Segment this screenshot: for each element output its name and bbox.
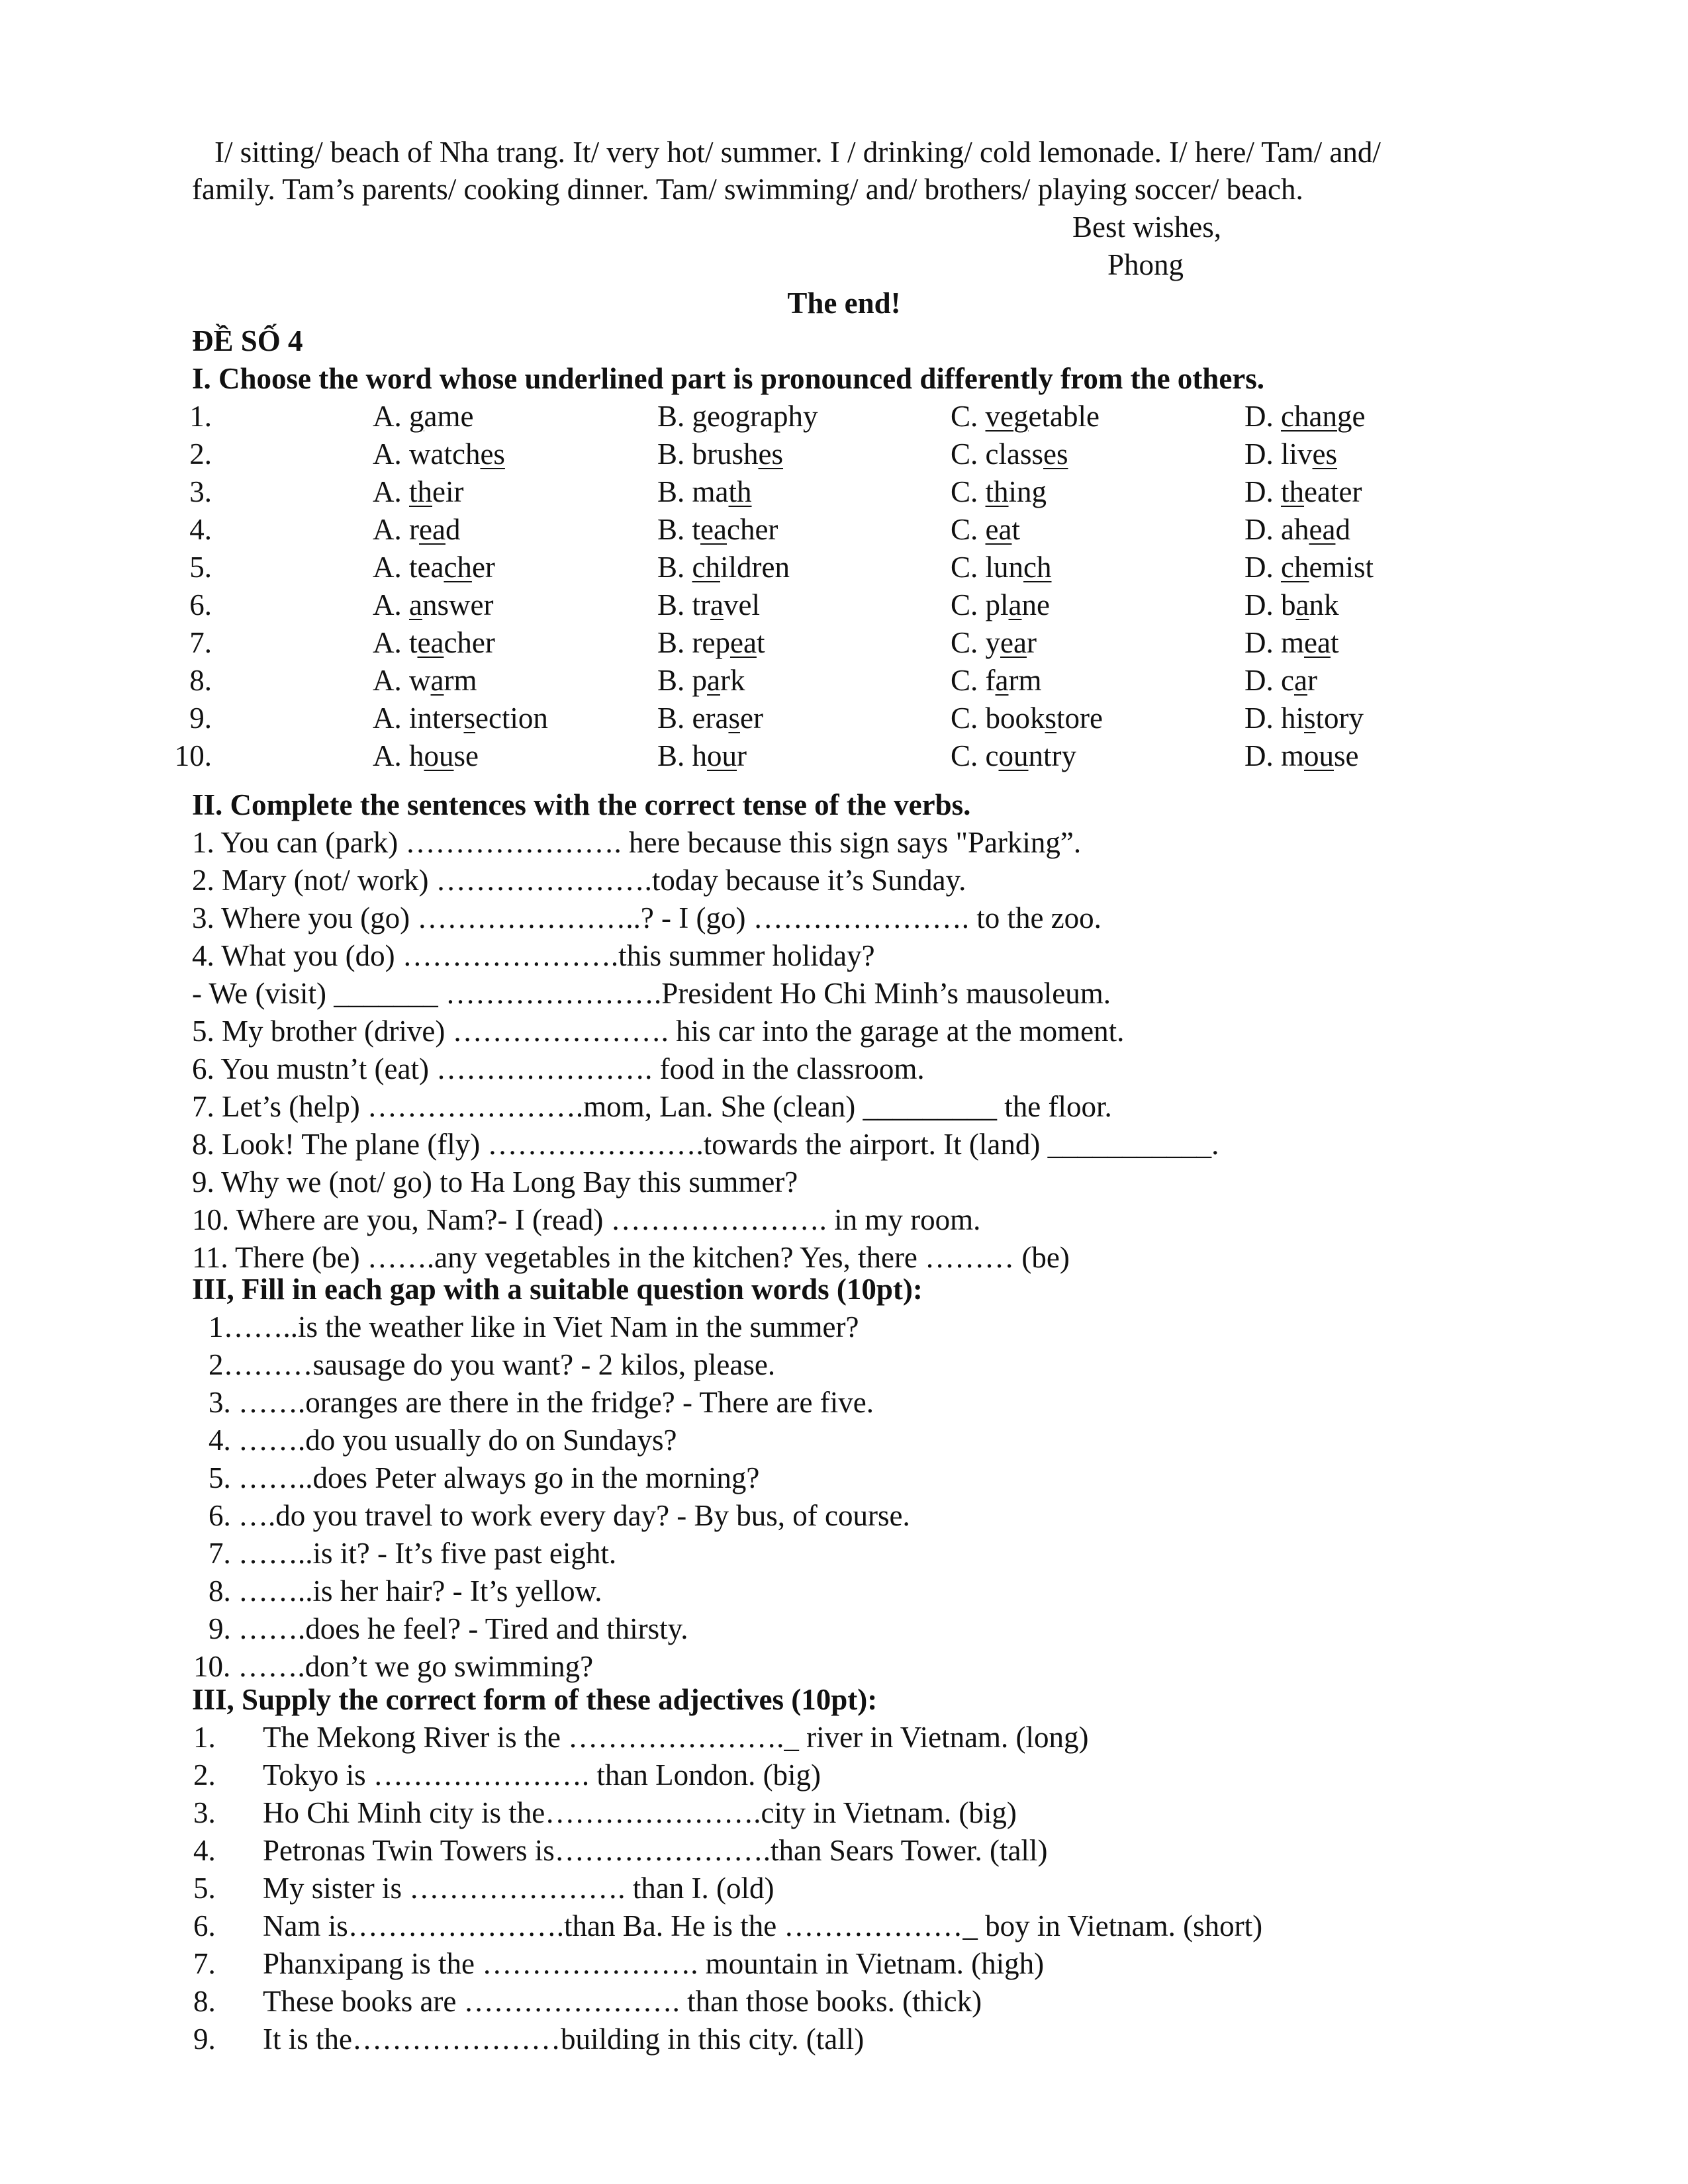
underlined-part: ea bbox=[700, 513, 727, 546]
item-number: 3. bbox=[193, 1796, 216, 1829]
answer-option: A. their bbox=[373, 475, 464, 508]
answer-option: D. car bbox=[1244, 664, 1317, 697]
item-number: 3. bbox=[189, 475, 212, 508]
underlined-part: ch bbox=[444, 551, 472, 584]
underlined-part: a bbox=[995, 664, 1009, 697]
underlined-part: ou bbox=[1304, 739, 1334, 772]
item-number: 10. bbox=[174, 739, 212, 772]
end-label: The end! bbox=[787, 287, 901, 320]
item-text: Tokyo is …………………. than London. (big) bbox=[263, 1758, 821, 1792]
section2-heading: II. Complete the sentences with the correct tense of the verbs. bbox=[192, 788, 971, 821]
item-number: 2. bbox=[193, 1758, 216, 1792]
item-number: 4. bbox=[189, 513, 212, 546]
answer-option: C. country bbox=[951, 739, 1076, 772]
answer-option: B. hour bbox=[657, 739, 747, 772]
answer-option: B. park bbox=[657, 664, 745, 697]
underlined-part: ea bbox=[1000, 626, 1027, 659]
answer-option: D. mouse bbox=[1244, 739, 1359, 772]
underlined-part: es bbox=[1312, 437, 1338, 471]
section3-heading: III, Fill in each gap with a suitable question words (10pt): bbox=[192, 1273, 923, 1306]
answer-option: A. watches bbox=[373, 437, 505, 471]
item-number: 9. bbox=[189, 702, 212, 735]
underlined-part: ou bbox=[424, 739, 454, 772]
item-number: 4. bbox=[193, 1834, 216, 1867]
underlined-part: a bbox=[707, 664, 720, 697]
underlined-part: th bbox=[985, 475, 1009, 508]
exercise-sentence: 2. Mary (not/ work) ………………….today because it’s Sunday. bbox=[192, 864, 966, 897]
underlined-part: ch bbox=[1281, 551, 1309, 584]
underlined-part: a bbox=[409, 588, 422, 621]
item-number: 5. bbox=[193, 1872, 216, 1905]
item-text: These books are …………………. than those books. (thick) bbox=[263, 1985, 982, 2018]
underlined-part: a bbox=[1295, 588, 1309, 621]
answer-option: A. game bbox=[373, 400, 474, 433]
underlined-part: g bbox=[409, 400, 424, 433]
item-text: The Mekong River is the …………………._ river in Vietnam. (long) bbox=[263, 1721, 1089, 1754]
answer-option: B. travel bbox=[657, 588, 760, 621]
answer-option: A. answer bbox=[373, 588, 494, 621]
underlined-part: s bbox=[463, 702, 475, 735]
item-number: 9. bbox=[193, 2023, 216, 2056]
letter-signature: Phong bbox=[1107, 248, 1184, 281]
underlined-part: th bbox=[1281, 475, 1305, 508]
underlined-part: ea bbox=[1309, 513, 1336, 546]
answer-option: D. theater bbox=[1244, 475, 1362, 508]
exercise-sentence: 10. Where are you, Nam?- I (read) …………………. in my room. bbox=[192, 1203, 981, 1236]
exercise-sentence: 1……..is the weather like in Viet Nam in the summer? bbox=[209, 1310, 859, 1343]
exercise-sentence: 7. ……..is it? - It’s five past eight. bbox=[209, 1537, 617, 1570]
underlined-part: s bbox=[728, 702, 740, 735]
answer-option: B. children bbox=[657, 551, 790, 584]
item-text: Ho Chi Minh city is the………………….city in Vietnam. (big) bbox=[263, 1796, 1017, 1829]
exercise-sentence: 8. ……..is her hair? - It’s yellow. bbox=[209, 1574, 602, 1608]
item-text: My sister is …………………. than I. (old) bbox=[263, 1872, 774, 1905]
item-number: 1. bbox=[189, 400, 212, 433]
underlined-part: a bbox=[430, 664, 444, 697]
test-title: ĐỀ SỐ 4 bbox=[192, 324, 303, 357]
answer-option: D. chemist bbox=[1244, 551, 1374, 584]
answer-option: C. eat bbox=[951, 513, 1020, 546]
answer-option: C. lunch bbox=[951, 551, 1052, 584]
answer-option: D. lives bbox=[1244, 437, 1338, 471]
answer-option: A. house bbox=[373, 739, 479, 772]
exercise-sentence: 4. …….do you usually do on Sundays? bbox=[209, 1424, 677, 1457]
underlined-part: ch bbox=[692, 551, 720, 584]
item-number: 6. bbox=[193, 1909, 216, 1942]
underlined-part: ea bbox=[985, 513, 1012, 546]
answer-option: C. plane bbox=[951, 588, 1050, 621]
underlined-part: ou bbox=[998, 739, 1029, 772]
answer-option: D. meat bbox=[1244, 626, 1339, 659]
underlined-part: a bbox=[1293, 664, 1307, 697]
answer-option: B. teacher bbox=[657, 513, 778, 546]
exercise-sentence: 6. You mustn’t (eat) …………………. food in the classroom. bbox=[192, 1052, 925, 1085]
underlined-part: ea bbox=[418, 513, 445, 546]
item-text: Phanxipang is the …………………. mountain in Vietnam. (high) bbox=[263, 1947, 1045, 1980]
item-number: 7. bbox=[189, 626, 212, 659]
exercise-sentence: 11. There (be) …….any vegetables in the kitchen? Yes, there ……… (be) bbox=[192, 1241, 1070, 1274]
underlined-part: veg bbox=[985, 400, 1029, 433]
item-number: 2. bbox=[189, 437, 212, 471]
item-number: 8. bbox=[189, 664, 212, 697]
answer-option: D. bank bbox=[1244, 588, 1339, 621]
underlined-part: ou bbox=[707, 739, 737, 772]
item-number: 1. bbox=[193, 1721, 216, 1754]
answer-option: B. math bbox=[657, 475, 752, 508]
underlined-part: ea bbox=[1304, 626, 1331, 659]
underlined-part: ch bbox=[1023, 551, 1052, 584]
answer-option: C. farm bbox=[951, 664, 1042, 697]
answer-option: B. eraser bbox=[657, 702, 763, 735]
exercise-sentence: 3. Where you (go) …………………..? - I (go) …………………. to the zoo. bbox=[192, 901, 1102, 934]
answer-option: B. brushes bbox=[657, 437, 784, 471]
underlined-part: a bbox=[1008, 588, 1022, 621]
underlined-part: s bbox=[1304, 702, 1316, 735]
answer-option: A. teacher bbox=[373, 626, 495, 659]
answer-option: A. teacher bbox=[373, 551, 495, 584]
item-text: It is the…………………building in this city. (tall) bbox=[263, 2023, 865, 2056]
item-text: Nam is………………….than Ba. He is the ………………_ boy in Vietnam. (short) bbox=[263, 1909, 1263, 1942]
letter-line-1: I/ sitting/ beach of Nha trang. It/ very hot/ summer. I / drinking/ cold lemonade. I/ here/ Tam/ and/ bbox=[214, 136, 1381, 169]
answer-option: C. thing bbox=[951, 475, 1047, 508]
exercise-sentence: 1. You can (park) …………………. here because this sign says "Parking”. bbox=[192, 826, 1082, 859]
item-number: 7. bbox=[193, 1947, 216, 1980]
answer-option: A. intersection bbox=[373, 702, 548, 735]
letter-closing: Best wishes, bbox=[1072, 210, 1221, 244]
answer-option: C. vegetable bbox=[951, 400, 1100, 433]
item-number: 6. bbox=[189, 588, 212, 621]
exercise-sentence: 7. Let’s (help) ………………….mom, Lan. She (clean) _________ the floor. bbox=[192, 1090, 1112, 1123]
section1-heading: I. Choose the word whose underlined part is pronounced differently from the others. bbox=[192, 362, 1265, 395]
exercise-sentence: 4. What you (do) ………………….this summer holiday? bbox=[192, 939, 875, 972]
answer-option: C. bookstore bbox=[951, 702, 1103, 735]
item-text: Petronas Twin Towers is………………….than Sears Tower. (tall) bbox=[263, 1834, 1048, 1867]
exercise-sentence: 8. Look! The plane (fly) ………………….towards the airport. It (land) ___________. bbox=[192, 1128, 1219, 1161]
item-number: 5. bbox=[189, 551, 212, 584]
exercise-sentence: 9. …….does he feel? - Tired and thirsty. bbox=[209, 1612, 688, 1645]
letter-line-2: family. Tam’s parents/ cooking dinner. Tam/ swimming/ and/ brothers/ playing soccer/ beach. bbox=[192, 173, 1303, 206]
exercise-sentence: 9. Why we (not/ go) to Ha Long Bay this summer? bbox=[192, 1165, 798, 1199]
item-number: 8. bbox=[193, 1985, 216, 2018]
answer-option: C. classes bbox=[951, 437, 1068, 471]
exercise-sentence: 6. ….do you travel to work every day? - By bus, of course. bbox=[209, 1499, 910, 1532]
answer-option: A. read bbox=[373, 513, 461, 546]
underlined-part: a bbox=[710, 588, 724, 621]
exercise-sentence: 2………sausage do you want? - 2 kilos, please. bbox=[209, 1348, 776, 1381]
exercise-sentence: - We (visit) _______ ………………….President Ho Chi Minh’s mausoleum. bbox=[192, 977, 1111, 1010]
underlined-part: es bbox=[1043, 437, 1068, 471]
answer-option: B. geography bbox=[657, 400, 818, 433]
exercise-sentence: 3. …….oranges are there in the fridge? - There are five. bbox=[209, 1386, 874, 1419]
answer-option: D. ahead bbox=[1244, 513, 1350, 546]
underlined-part: es bbox=[480, 437, 505, 471]
answer-option: A. warm bbox=[373, 664, 477, 697]
answer-option: D. change bbox=[1244, 400, 1366, 433]
underlined-part: chan bbox=[1281, 400, 1337, 433]
underlined-part: ea bbox=[729, 626, 757, 659]
underlined-part: th bbox=[728, 475, 752, 508]
exercise-sentence: 5. My brother (drive) …………………. his car into the garage at the moment. bbox=[192, 1015, 1125, 1048]
underlined-part: ea bbox=[417, 626, 444, 659]
underlined-part: es bbox=[758, 437, 784, 471]
answer-option: B. repeat bbox=[657, 626, 765, 659]
answer-option: D. history bbox=[1244, 702, 1364, 735]
underlined-part: g bbox=[692, 400, 708, 433]
exercise-sentence: 5. ……..does Peter always go in the morning? bbox=[209, 1461, 760, 1494]
exercise-sentence: 10. …….don’t we go swimming? bbox=[193, 1650, 594, 1683]
underlined-part: th bbox=[409, 475, 433, 508]
section4-heading: III, Supply the correct form of these adjectives (10pt): bbox=[192, 1683, 878, 1716]
underlined-part: s bbox=[1045, 702, 1057, 735]
answer-option: C. year bbox=[951, 626, 1037, 659]
